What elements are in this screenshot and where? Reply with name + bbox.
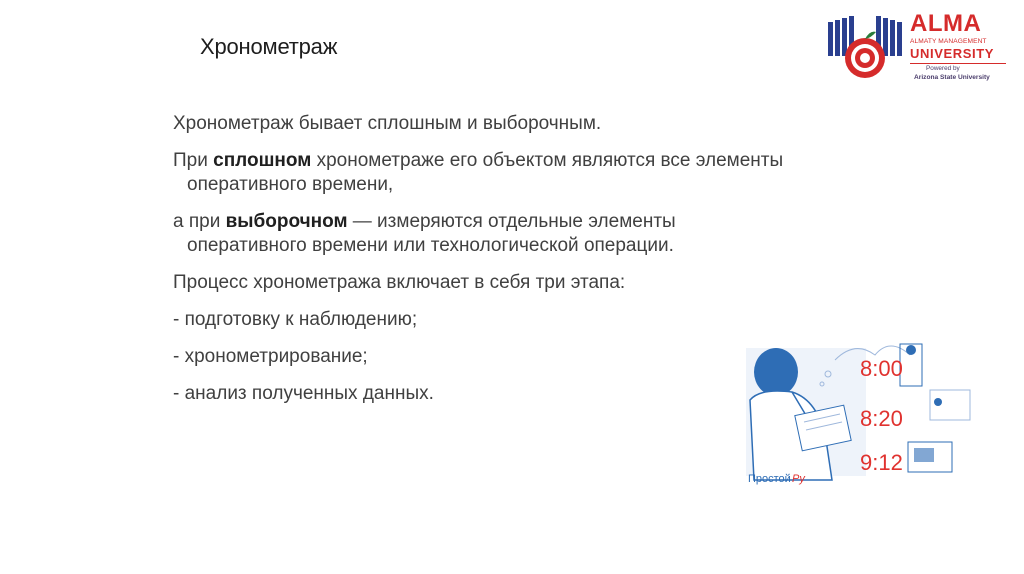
page-title: Хронометраж — [200, 34, 338, 59]
paragraph-1 — [173, 112, 793, 136]
logo-university: UNIVERSITY — [910, 46, 995, 61]
list-item — [173, 308, 793, 332]
logo-asu: Arizona State University — [914, 74, 990, 81]
time-label: 8:00 — [860, 356, 903, 381]
caption-part-b: Ру — [792, 473, 805, 485]
logo-amu: ALMATY MANAGEMENT — [910, 38, 987, 45]
worker-head — [934, 398, 942, 406]
logo-text — [910, 12, 1006, 82]
paragraph-text: Процесс хронометража включает в себя три этапа: — [173, 272, 626, 293]
slide-body — [173, 112, 793, 419]
logo-powered-by: Powered by — [926, 65, 960, 72]
time-label: 8:20 — [860, 406, 903, 431]
caption-part-a: Простой — [748, 473, 791, 485]
observer-head — [754, 348, 798, 396]
paragraph-3 — [173, 210, 793, 258]
paragraph-text: а при — [173, 211, 226, 232]
university-logo — [826, 10, 1006, 90]
paragraph-text: - подготовку к наблюдению; — [173, 309, 418, 330]
time-label: 9:12 — [860, 450, 903, 475]
timing-illustration — [740, 330, 990, 490]
logo-alma: ALMA — [910, 10, 982, 37]
paragraph-text: При — [173, 150, 214, 171]
book-apple-icon — [826, 12, 906, 88]
list-item — [173, 382, 793, 406]
logo-divider — [910, 63, 1006, 64]
monitor-screen — [914, 448, 934, 462]
paragraph-text: - хронометрирование; — [173, 346, 368, 367]
paragraph-text: — измеряются отдельные элементы оперативного времени или технологической операции. — [187, 211, 676, 256]
paragraph-4 — [173, 271, 793, 295]
paragraph-text: - анализ полученных данных. — [173, 383, 434, 404]
paragraph-text: хронометраже его объектом являются все элементы оперативного времени, — [187, 150, 784, 195]
paragraph-2 — [173, 149, 793, 197]
bold-term-continuous: сплошном — [213, 150, 312, 171]
bold-term-selective: выборочном — [225, 211, 348, 232]
paragraph-text: Хронометраж бывает сплошным и выборочным. — [173, 113, 602, 134]
list-item — [173, 345, 793, 369]
worker-head — [906, 345, 916, 355]
